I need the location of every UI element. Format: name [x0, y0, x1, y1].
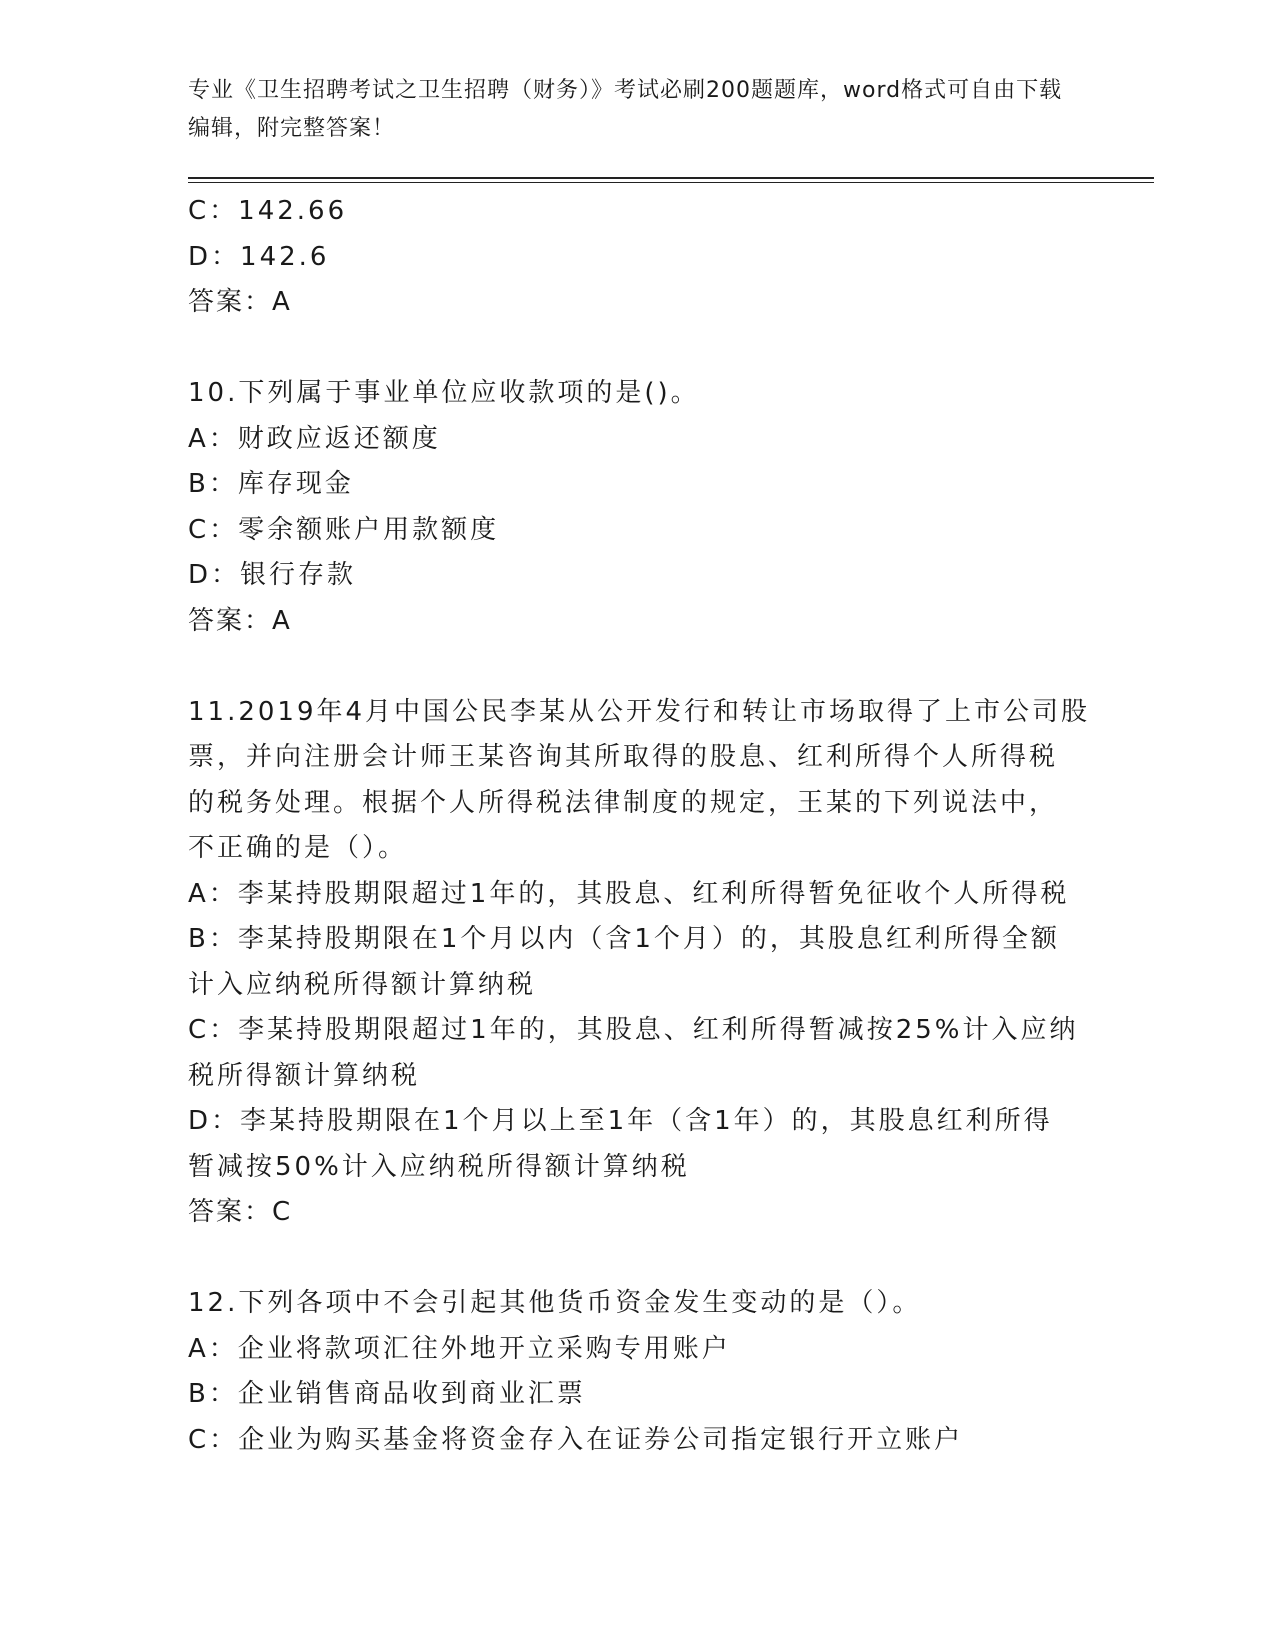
q11-answer: 答案：C — [188, 1197, 293, 1227]
q11-option-d-line-1: D：李某持股期限在1个月以上至1年（含1年）的，其股息红利所得 — [188, 1106, 1053, 1136]
q10-stem: 10.下列属于事业单位应收款项的是()。 — [188, 378, 700, 408]
q11-option-a: A：李某持股期限超过1年的，其股息、红利所得暂免征收个人所得税 — [188, 878, 1070, 909]
spacer — [188, 1236, 1088, 1282]
q12-option-c: C：企业为购买基金将资金存入在证券公司指定银行开立账户 — [188, 1424, 964, 1455]
q11-stem-line-3: 的税务处理。根据个人所得税法律制度的规定，王某的下列说法中， — [188, 787, 1059, 818]
q10-option-a: A：财政应返还额度 — [188, 423, 441, 454]
q11-option-c-line-2: 税所得额计算纳税 — [188, 1060, 421, 1091]
header-divider-thin — [188, 182, 1154, 183]
q11-stem-line-1: 11.2019年4月中国公民李某从公开发行和转让市场取得了上市公司股 — [188, 696, 1091, 727]
q11-stem-line-4: 不正确的是（）。 — [188, 833, 408, 863]
spacer — [188, 326, 1088, 372]
q11-option-c-line-1: C：李某持股期限超过1年的，其股息、红利所得暂减按25%计入应纳 — [188, 1015, 1079, 1045]
q12-option-b: B：企业销售商品收到商业汇票 — [188, 1379, 586, 1409]
q10-option-b: B：库存现金 — [188, 469, 354, 499]
q10-option-c: C：零余额账户用款额度 — [188, 514, 500, 545]
q9-option-c: C：142.66 — [188, 196, 348, 226]
q12-stem: 12.下列各项中不会引起其他货币资金发生变动的是（）。 — [188, 1288, 922, 1318]
q9-answer: 答案：A — [188, 287, 292, 317]
q11-option-b-line-1: B：李某持股期限在1个月以内（含1个月）的，其股息红利所得全额 — [188, 924, 1060, 954]
q11-option-b-line-2: 计入应纳税所得额计算纳税 — [188, 969, 537, 1000]
question-list — [188, 189, 1091, 1463]
header-divider-thick — [188, 177, 1154, 179]
q12-option-a: A：企业将款项汇往外地开立采购专用账户 — [188, 1333, 731, 1364]
q11-option-d-line-2: 暂减按50%计入应纳税所得额计算纳税 — [188, 1151, 690, 1182]
document-header-title: 专业《卫生招聘考试之卫生招聘（财务）》考试必刷200题题库，word格式可自由下载编辑，附完整答案！ — [188, 78, 1063, 141]
q11-stem-line-2: 票，并向注册会计师王某咨询其所取得的股息、红利所得个人所得税 — [188, 742, 1059, 772]
spacer — [188, 644, 1088, 690]
q10-option-d: D：银行存款 — [188, 560, 357, 590]
q9-option-d: D：142.6 — [188, 241, 330, 272]
q10-answer: 答案：A — [188, 605, 292, 636]
